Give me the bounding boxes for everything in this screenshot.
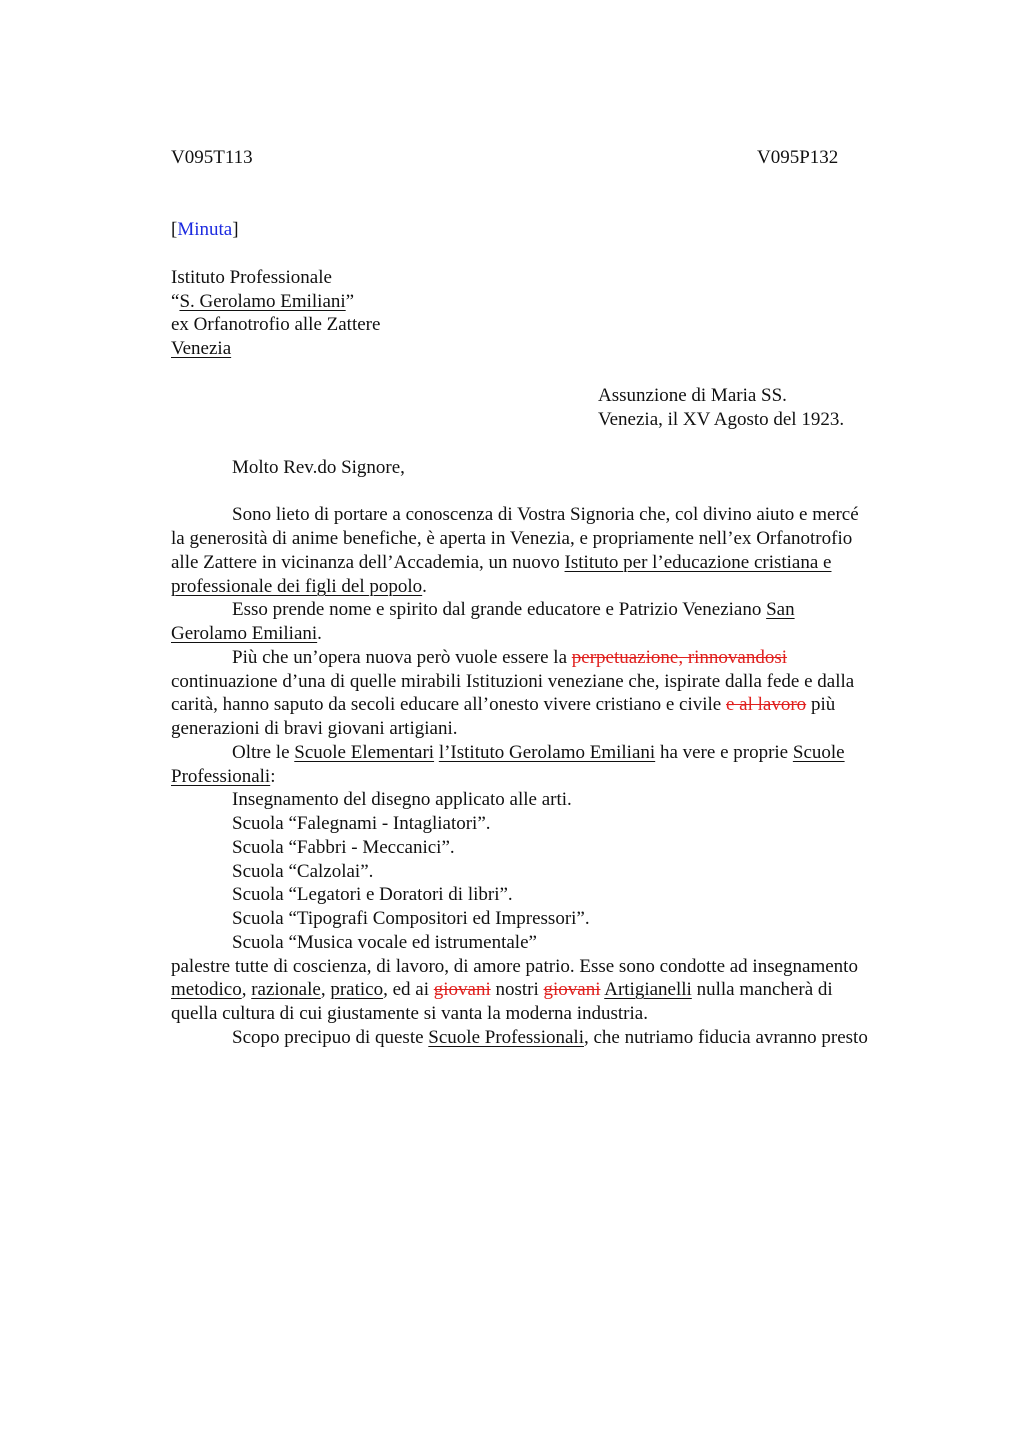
body-line: professionale dei figli del popolo. — [171, 576, 427, 597]
underlined-text: pratico — [330, 979, 384, 1000]
body-line: Scopo precipuo di queste Scuole Professionali, che nutriamo fiducia avranno presto — [232, 1027, 868, 1048]
struck-text: e al lavoro — [726, 694, 807, 715]
body-line: Sono lieto di portare a conoscenza di Vostra Signoria che, col divino aiuto e mercé — [232, 504, 859, 525]
right-code: V095P132 — [757, 147, 839, 168]
school-item: Scuola “Calzolai”. — [232, 861, 374, 882]
school-item: Scuola “Falegnami - Intagliatori”. — [232, 813, 491, 834]
salutation: Molto Rev.do Signore, — [232, 457, 405, 478]
sender-line-2: “S. Gerolamo Emiliani” — [171, 291, 355, 312]
underlined-text: razionale — [251, 979, 321, 1000]
school-item: Scuola “Legatori e Doratori di libri”. — [232, 884, 513, 905]
underlined-text: professionale dei figli del popolo — [171, 576, 423, 597]
date-line-2: Venezia, il XV Agosto del 1923. — [598, 409, 845, 430]
body-line: Esso prende nome e spirito dal grande educatore e Patrizio Veneziano San — [232, 599, 795, 620]
underlined-text: metodico — [171, 979, 242, 1000]
underlined-text: Scuole — [792, 742, 845, 763]
left-code: V095T113 — [171, 147, 253, 168]
date-line-1: Assunzione di Maria SS. — [598, 385, 787, 406]
body-line: Oltre le Scuole Elementari l’Istituto Gerolamo Emiliani ha vere e proprie Scuole — [232, 742, 845, 763]
sender-line-3: ex Orfanotrofio alle Zattere — [171, 314, 381, 335]
body-line: carità, hanno saputo da secoli educare all’onesto vivere cristiano e civile e al lavoro più — [171, 694, 836, 715]
sender-city: Venezia — [171, 338, 232, 359]
school-item: Scuola “Tipografi Compositori ed Impressori”. — [232, 908, 590, 929]
underlined-text: l’Istituto Gerolamo Emiliani — [438, 742, 656, 763]
struck-text: giovani — [433, 979, 491, 1000]
body-line: generazioni di bravi giovani artigiani. — [171, 718, 458, 739]
sender-name: S. Gerolamo Emiliani — [179, 291, 346, 312]
underlined-text: Artigianelli — [604, 979, 692, 1000]
underlined-text: Gerolamo Emiliani — [171, 623, 318, 644]
body-line: alle Zattere in vicinanza dell’Accademia, un nuovo Istituto per l’educazione cristiana e — [171, 552, 832, 573]
school-item: Insegnamento del disegno applicato alle arti. — [232, 789, 572, 810]
body-line: continuazione d’una di quelle mirabili Istituzioni veneziane che, ispirate dalla fede e dalla — [171, 671, 855, 692]
underlined-text: Scuole Professionali — [428, 1027, 584, 1048]
underlined-text: Istituto per l’educazione cristiana e — [564, 552, 832, 573]
school-item: Scuola “Fabbri - Meccanici”. — [232, 837, 455, 858]
minuta-word: Minuta — [177, 219, 233, 240]
sender-line-1: Istituto Professionale — [171, 267, 332, 288]
body-line: la generosità di anime benefiche, è aperta in Venezia, e propriamente nell’ex Orfanotrofio — [171, 528, 853, 549]
underlined-text: San — [766, 599, 795, 620]
body-line: quella cultura di cui giustamente si vanta la moderna industria. — [171, 1003, 648, 1024]
minuta-label: [Minuta] — [171, 219, 239, 240]
body-line: palestre tutte di coscienza, di lavoro, di amore patrio. Esse sono condotte ad insegnamento — [171, 956, 858, 977]
body-line: Più che un’opera nuova però vuole essere la perpetuazione, rinnovandosi — [232, 647, 788, 668]
body-line: Gerolamo Emiliani. — [171, 623, 322, 644]
underlined-text: Scuole Elementari — [294, 742, 435, 763]
school-item: Scuola “Musica vocale ed istrumentale” — [232, 932, 537, 953]
struck-text: giovani — [543, 979, 601, 1000]
struck-text: perpetuazione, rinnovandosi — [571, 647, 788, 668]
body-line: metodico, razionale, pratico, ed ai giovani nostri giovani Artigianelli nulla mancherà di — [171, 979, 833, 1000]
underlined-text: Professionali — [171, 766, 271, 787]
body-line: Professionali: — [171, 766, 276, 787]
